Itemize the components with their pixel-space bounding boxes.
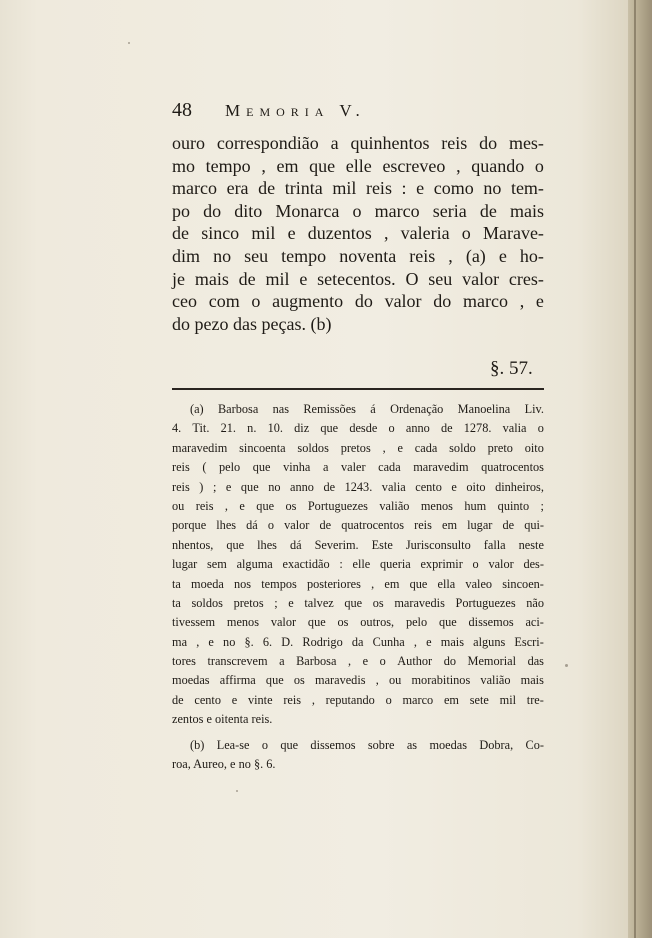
footnote-line: roa, Aureo, e no §. 6. [172,757,276,772]
page-header [172,99,462,129]
footnote-line: porque lhes dá o valor de quatrocentos reis em lugar de qui- [172,518,544,533]
text-line: dim no seu tempo noventa reis , (a) e ho- [172,245,544,266]
text-line: de sinco mil e duzentos , valeria o Marave- [172,223,544,244]
footnote-line: reis ( pelo que vinha a valer cada maravedim quatrocentos [172,460,544,475]
paper-spot [236,790,238,792]
footnote-line: ou reis , e que os Portuguezes valião menos hum quinto ; [172,498,544,513]
text-line: po do dito Monarca o marco seria de mais [172,200,544,221]
page-edge-line [634,0,636,938]
text-line: marco era de trinta mil reis : e como no tem- [172,178,544,199]
footnotes [172,400,544,774]
text-line: je mais de mil e setecentos. O seu valor cres- [172,268,544,289]
footnote-line: zentos e oitenta reis. [172,712,273,727]
footnote-line: maravedim sincoenta soldos pretos , e cada soldo preto oito [172,440,544,455]
footnote-line: ma , e no §. 6. D. Rodrigo da Cunha , e mais alguns Escri- [172,634,544,649]
footnote-line: 4. Tit. 21. n. 10. diz que desde o anno de 1278. valia o [172,421,544,436]
running-title: Memoria V. [225,101,366,120]
footnote-line: (b) Lea-se o que dissemos sobre as moedas Dobra, Co- [190,737,544,752]
page-edge [628,0,652,938]
footnote-line: tivessem menos valor que os outros, pelo que dissemos aci- [172,615,544,630]
footnote-rule [172,388,544,390]
footnote-line: de cento e vinte reis , reputando o marco em sete mil tre- [172,692,544,707]
page-number: 48 [172,99,192,121]
text-line: ouro correspondião a quinhentos reis do mes- [172,133,544,153]
paper-spot [128,42,130,44]
footnote-line: tores transcrevem a Barbosa , e o Author do Memorial das [172,654,544,669]
footnote-line: lugar sem alguma exactidão : elle queria exprimir o valor des- [172,557,544,572]
footnote-line: ta moeda nos tempos posteriores , em que ella valeo sincoen- [172,576,544,591]
footnote-line: reis ) ; e que no anno de 1243. valia cento e oito dinheiros, [172,479,544,494]
main-text [172,132,544,335]
footnote-line: (a) Barbosa nas Remissões á Ordenação Manoelina Liv. [190,402,544,416]
text-line: mo tempo , em que elle escreveo , quando o [172,155,544,176]
paper-spot [565,664,568,667]
footnote-line: ta soldos pretos ; e talvez que os maravedis Portuguezes não [172,595,544,610]
text-line: do pezo das peças. (b) [172,313,332,334]
footnote-line: nhentos, que lhes dá Severim. Este Jurisconsulto falla neste [172,537,544,552]
footnote-line: moedas affirma que os maravedis , ou morabitinos valião mais [172,673,544,688]
text-line: ceo com o augmento do valor do marco , e [172,291,544,312]
section-mark: §. 57. [490,358,533,379]
